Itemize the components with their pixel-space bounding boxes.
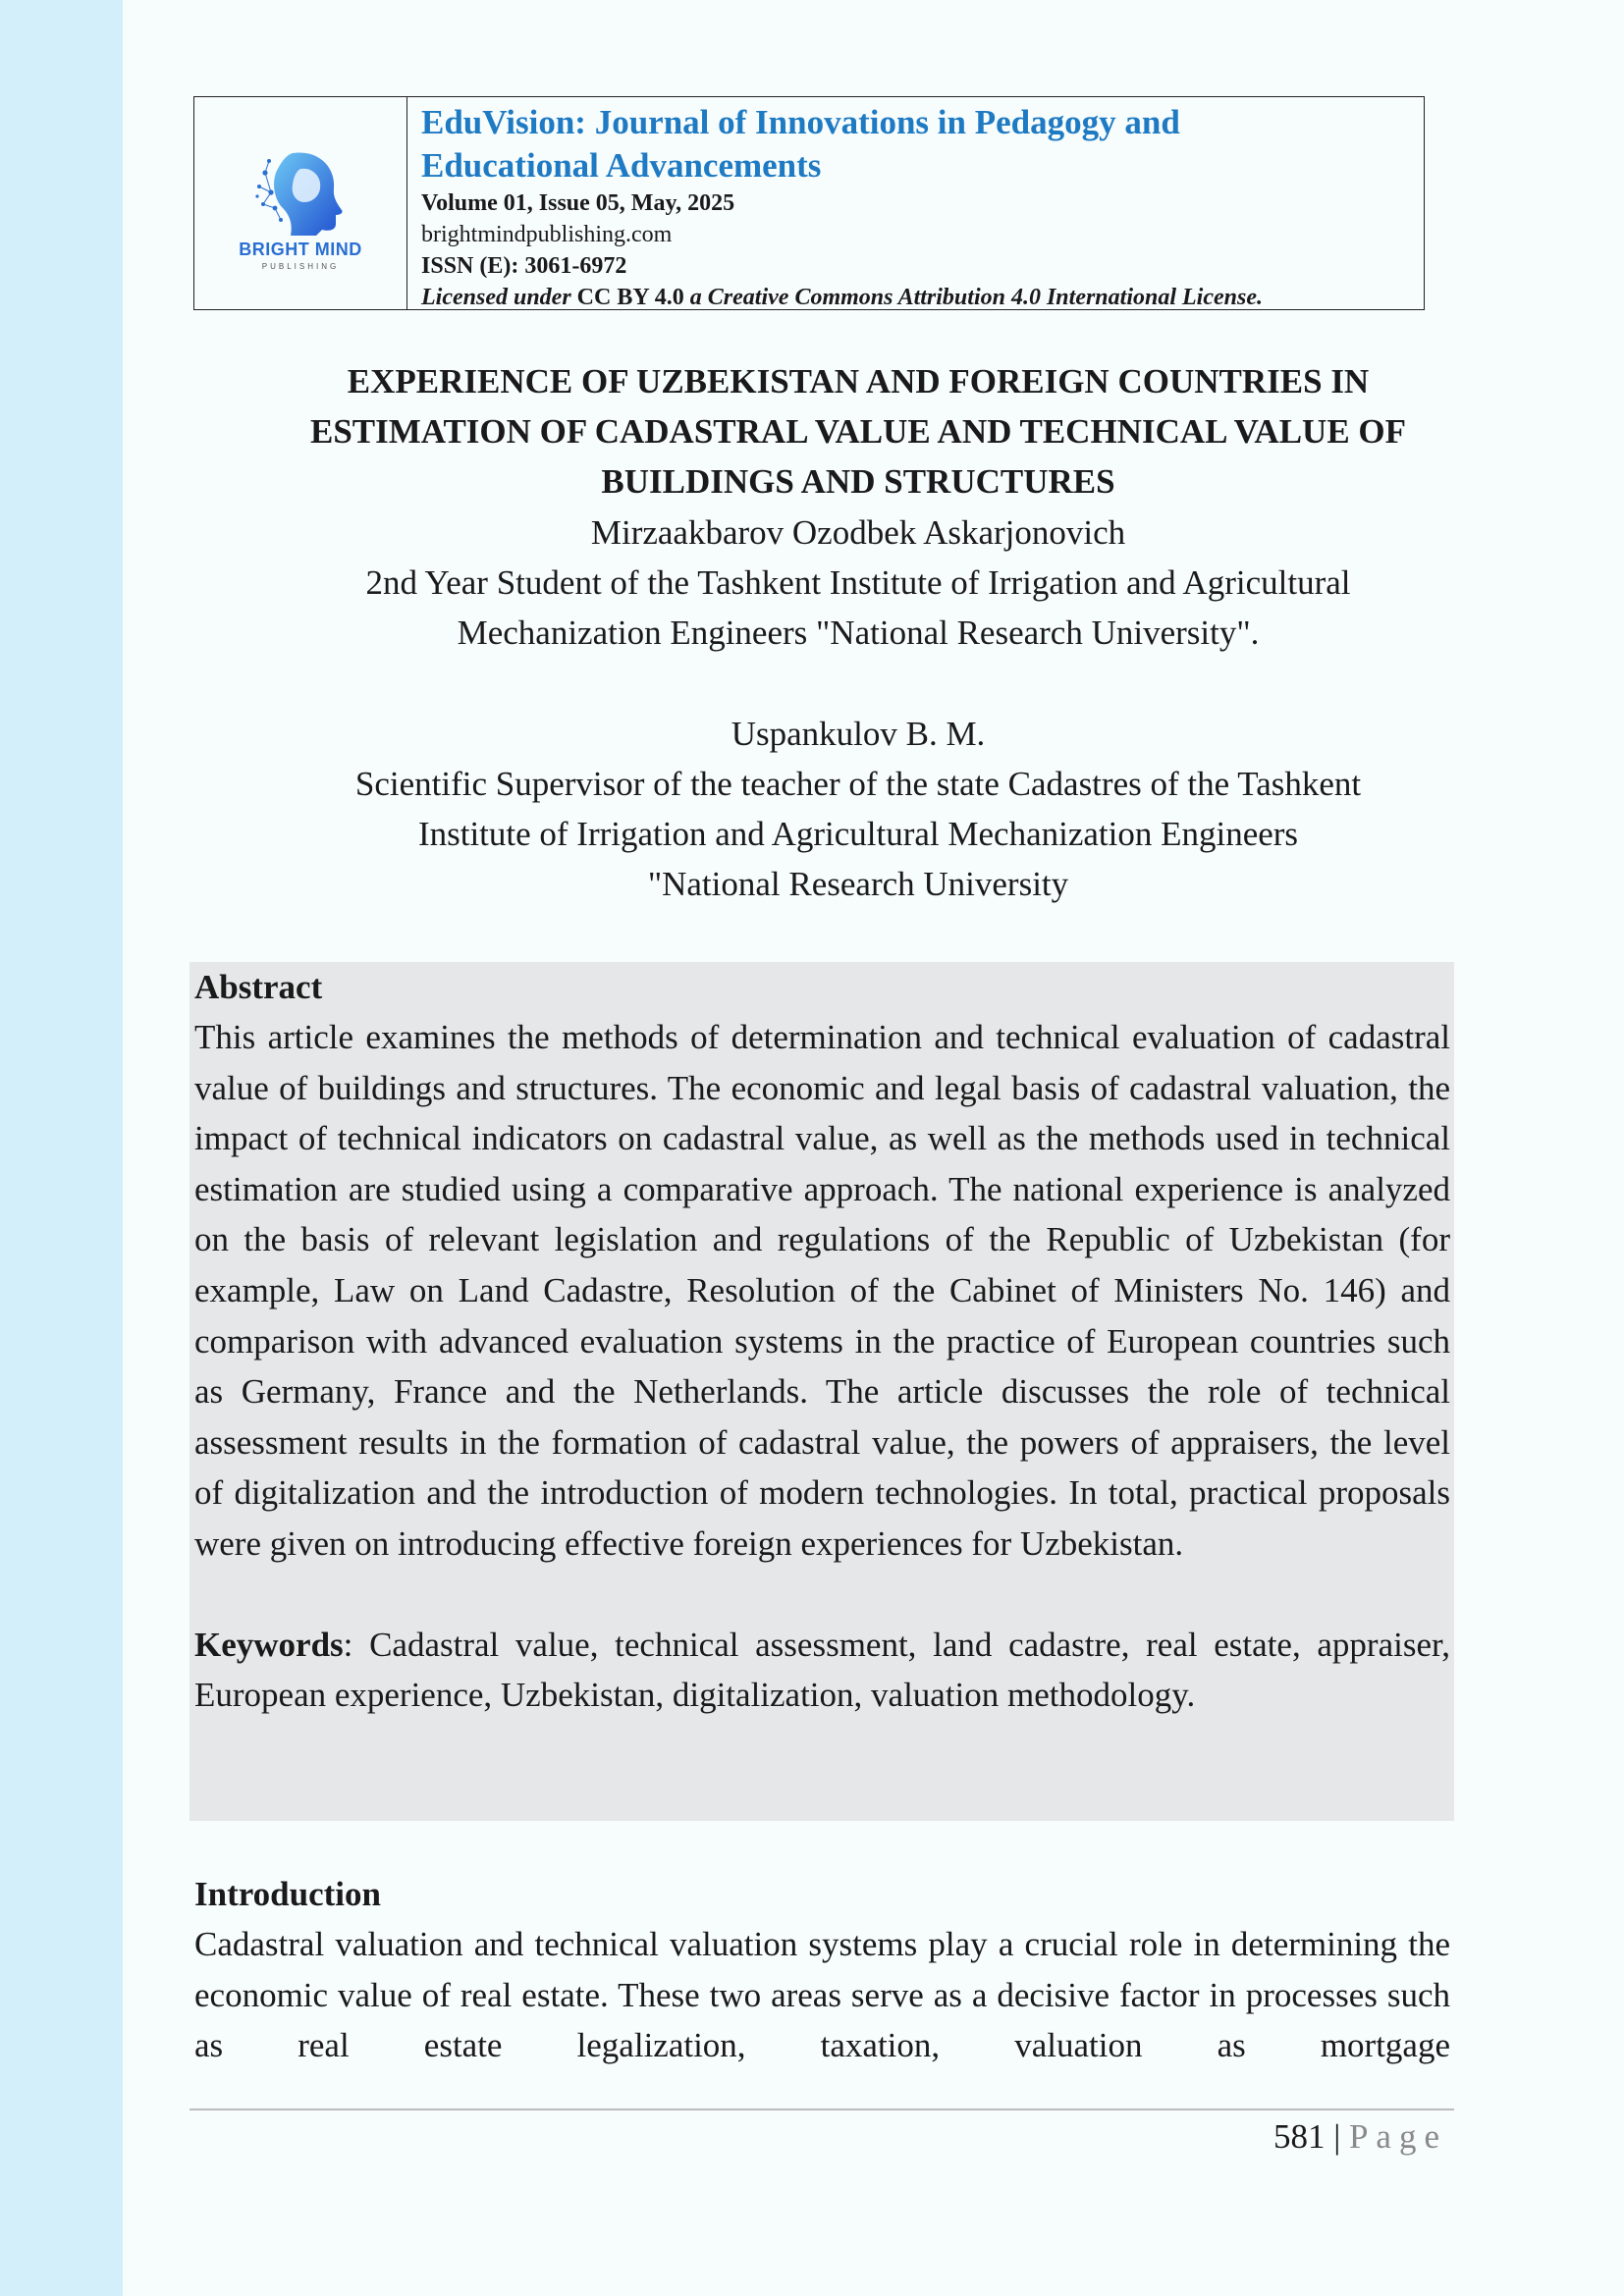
title-line-2: ESTIMATION OF CADASTRAL VALUE AND TECHNICAL VALUE OF [309,412,1407,451]
abstract-text: This article examines the methods of determination and technical evaluation of cadastral value of buildings and structures. The economic and legal basis of cadastral valuation, the impact of technical indicators on cadastral value, as well as the methods used in technical estimation are studied using a comparative approach. The national experience is analyzed on the basis of relevant legislation and regulations of the Republic of Uzbekistan (for example, Law on Land Cadastre, Resolution of the Cabinet of Ministers No. 146) and comparison with advanced evaluation systems in the practice of European countries such as Germany, France and the Netherlands. The article discusses the role of technical assessment results in the formation of cadastral value, the powers of appraisers, the level of digitalization and the introduction of modern technologies. In total, practical proposals were given on introducing effective foreign experiences for Uzbekistan. [194,1018,1450,1563]
bright-mind-head-icon [251,147,350,238]
license-cc: CC BY 4.0 [576,285,684,310]
license-line [421,282,1410,313]
page-number: 581 [1272,2117,1326,2156]
keywords-text: : Cadastral value, technical assessment, land cadastre, real estate, appraiser, European experience, Uzbekistan, digitalization, valuation methodology. [194,1625,1450,1715]
introduction-section [194,1869,1450,2071]
author-1-affiliation-line-2: Mechanization Engineers "National Research University". [457,614,1260,652]
left-color-band [0,0,123,2296]
keywords-label: Keywords [194,1625,344,1664]
issn: ISSN (E): 3061-6972 [421,253,627,279]
page-separator: | [1325,2117,1349,2156]
paper-page [123,0,1624,2296]
journal-title-line-2: Educational Advancements [421,146,822,185]
introduction-heading: Introduction [194,1875,381,1913]
footer-divider [189,2109,1454,2110]
title-line-3: BUILDINGS AND STRUCTURES [601,462,1115,501]
volume-issue: Volume 01, Issue 05, May, 2025 [421,190,735,216]
publisher-logo [194,97,407,309]
website: brightmindpublishing.com [421,222,673,247]
author-2-affiliation-line-3: "National Research University [647,865,1069,903]
author-1-block [182,507,1535,658]
author-1-name: Mirzaakbarov Ozodbek Askarjonovich [590,513,1126,552]
author-2-affiliation-line-1: Scientific Supervisor of the teacher of the state Cadastres of the Tashkent [354,765,1362,803]
journal-header [193,96,1425,310]
logo-subtitle: PUBLISHING [261,262,340,271]
page-label: Page [1348,2117,1447,2156]
logo-name: BRIGHT MIND [239,240,362,259]
author-2-affiliation-line-2: Institute of Irrigation and Agricultural Mechanization Engineers [417,815,1299,853]
journal-info [407,97,1424,309]
license-prefix: Licensed under [421,285,577,310]
author-2-block [182,709,1535,909]
author-2-name: Uspankulov B. M. [731,715,986,753]
journal-title-line-1: EduVision: Journal of Innovations in Pedagogy and [421,103,1180,141]
paper-title [182,356,1535,507]
abstract-heading: Abstract [194,968,323,1006]
title-line-1: EXPERIENCE OF UZBEKISTAN AND FOREIGN COUNTRIES IN [347,362,1370,400]
keywords [194,1620,1450,1721]
license-suffix: a Creative Commons Attribution 4.0 International License. [683,285,1263,310]
abstract-section [189,962,1454,1821]
author-1-affiliation-line-1: 2nd Year Student of the Tashkent Institute of Irrigation and Agricultural [365,563,1351,602]
page-footer [1273,2112,1447,2162]
introduction-text: Cadastral valuation and technical valuation systems play a crucial role in determining the economic value of real estate. These two areas serve as a decisive factor in processes such as real estate legalization, taxation, valuation as mortgage [194,1925,1450,2065]
